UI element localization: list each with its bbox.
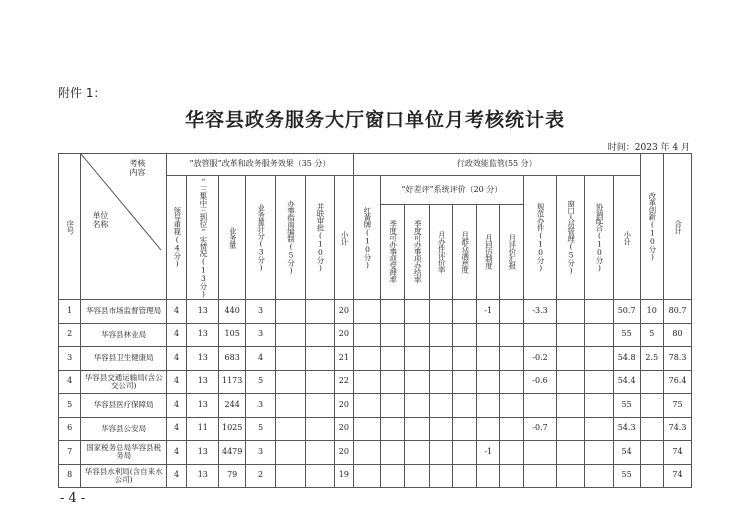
cell-sub1: 22	[334, 370, 353, 394]
cell-name: 华容县公安局	[81, 417, 167, 441]
header-reform-innovation: 改革创新(10分)	[640, 154, 664, 300]
cell-vscore: 4	[246, 347, 276, 371]
cell-qa	[380, 370, 405, 394]
cell-norm	[523, 441, 556, 465]
cell-qa	[380, 394, 405, 418]
cell-joint	[305, 394, 334, 418]
cell-total: 78.3	[664, 347, 692, 371]
cell-ms	[453, 441, 477, 465]
header-unit-name: 单位名称	[92, 211, 109, 229]
cell-redblack	[354, 464, 381, 488]
cell-coord	[584, 300, 613, 324]
cell-name: 华容县水利局(含自来水公司)	[81, 464, 167, 488]
cell-me	[429, 370, 453, 394]
cell-vscore: 2	[246, 464, 276, 488]
cell-joint	[305, 300, 334, 324]
cell-mv	[476, 464, 500, 488]
header-month-revisit: 月回访制度	[476, 204, 500, 299]
cell-name: 华容县交通运输局(含公交公司)	[81, 370, 167, 394]
header-month-satisfaction: 月群众满意度	[453, 204, 477, 299]
cell-window	[557, 441, 585, 465]
cell-seq: 1	[59, 300, 81, 324]
cell-mr	[500, 300, 524, 324]
cell-vscore: 3	[246, 300, 276, 324]
cell-joint	[305, 323, 334, 347]
cell-joint	[305, 464, 334, 488]
cell-window	[557, 464, 585, 488]
cell-me	[429, 323, 453, 347]
cell-seq: 8	[59, 464, 81, 488]
cell-reform	[640, 370, 664, 394]
cell-qa	[380, 441, 405, 465]
cell-window	[557, 323, 585, 347]
header-quarter-acceptance: 季度可办事项受理率	[380, 204, 405, 299]
cell-norm	[523, 323, 556, 347]
table-row	[59, 464, 692, 488]
cell-seq: 3	[59, 347, 81, 371]
header-assess-content: 考核内容	[129, 159, 146, 177]
cell-norm	[523, 394, 556, 418]
cell-redblack	[354, 441, 381, 465]
cell-reform	[640, 441, 664, 465]
header-group-reform: “放管服”改革和政务服务效果（35 分）	[166, 154, 353, 176]
cell-sub2: 54.8	[613, 347, 640, 371]
cell-lead: 4	[166, 464, 186, 488]
header-volume: 业务量	[219, 176, 246, 300]
cell-sub2: 54	[613, 441, 640, 465]
cell-mr	[500, 323, 524, 347]
cell-mr	[500, 370, 524, 394]
page-number: - 4 -	[60, 491, 86, 506]
cell-vscore: 5	[246, 370, 276, 394]
cell-qc	[405, 347, 430, 371]
cell-coord	[584, 370, 613, 394]
cell-qc	[405, 441, 430, 465]
cell-sub1: 20	[334, 417, 353, 441]
cell-vscore: 3	[246, 394, 276, 418]
header-three-concentrations: “三集中三到位”实情况(13分)	[187, 176, 219, 300]
header-leadership: 领导重视(4分)	[166, 176, 186, 300]
cell-mv: -1	[476, 300, 500, 324]
cell-mv	[476, 417, 500, 441]
cell-sub2: 55	[613, 323, 640, 347]
cell-qc	[405, 394, 430, 418]
cell-three: 13	[187, 394, 219, 418]
cell-coord	[584, 347, 613, 371]
cell-ms	[453, 394, 477, 418]
header-subtotal-1: 小计	[334, 176, 353, 300]
cell-mv	[476, 323, 500, 347]
cell-total: 74	[664, 441, 692, 465]
cell-redblack	[354, 370, 381, 394]
cell-guide	[275, 417, 305, 441]
cell-ms	[453, 347, 477, 371]
cell-coord	[584, 394, 613, 418]
cell-sub1: 19	[334, 464, 353, 488]
cell-total: 74	[664, 464, 692, 488]
cell-sub2: 54.4	[613, 370, 640, 394]
cell-me	[429, 300, 453, 324]
cell-qa	[380, 464, 405, 488]
cell-total: 75	[664, 394, 692, 418]
header-seq: 序号	[59, 154, 81, 300]
cell-window	[557, 300, 585, 324]
cell-norm	[523, 464, 556, 488]
cell-seq: 6	[59, 417, 81, 441]
cell-mr	[500, 417, 524, 441]
header-window-staff: 窗口人员管理(5分)	[557, 176, 585, 300]
cell-vscore: 3	[246, 441, 276, 465]
cell-name: 国家税务总局华容县税务局	[81, 441, 167, 465]
report-date: 时间：2023 年 4 月	[607, 143, 690, 153]
cell-reform: 10	[640, 300, 664, 324]
cell-redblack	[354, 347, 381, 371]
cell-lead: 4	[166, 300, 186, 324]
cell-redblack	[354, 300, 381, 324]
table-row	[59, 347, 692, 371]
cell-mr	[500, 441, 524, 465]
cell-volume: 683	[219, 347, 246, 371]
cell-norm: -0.7	[523, 417, 556, 441]
cell-qc	[405, 370, 430, 394]
cell-ms	[453, 300, 477, 324]
cell-guide	[275, 300, 305, 324]
cell-reform: 5	[640, 323, 664, 347]
cell-window	[557, 394, 585, 418]
header-group-efficiency: 行政效能监管(55 分）	[354, 154, 641, 176]
cell-sub2: 50.7	[613, 300, 640, 324]
cell-total: 80	[664, 323, 692, 347]
cell-sub2: 55	[613, 464, 640, 488]
cell-sub1: 20	[334, 441, 353, 465]
cell-total: 74.3	[664, 417, 692, 441]
cell-three: 13	[187, 441, 219, 465]
header-subtotal-2: 小计	[613, 176, 640, 300]
cell-guide	[275, 347, 305, 371]
table-row	[59, 417, 692, 441]
cell-joint	[305, 417, 334, 441]
cell-window	[557, 417, 585, 441]
page-title: 华容县政务服务大厅窗口单位月考核统计表	[184, 109, 565, 131]
cell-qc	[405, 417, 430, 441]
cell-seq: 4	[59, 370, 81, 394]
cell-guide	[275, 394, 305, 418]
cell-sub2: 55	[613, 394, 640, 418]
cell-qc	[405, 323, 430, 347]
header-joint-approval: 并联审批(10分)	[305, 176, 334, 300]
header-month-summary: 月评价汇报	[500, 204, 524, 299]
table-row	[59, 300, 692, 324]
cell-me	[429, 347, 453, 371]
cell-name: 华容县林业局	[81, 323, 167, 347]
cell-sub2: 54.3	[613, 417, 640, 441]
cell-coord	[584, 323, 613, 347]
cell-lead: 4	[166, 370, 186, 394]
cell-joint	[305, 441, 334, 465]
cell-three: 13	[187, 300, 219, 324]
cell-guide	[275, 323, 305, 347]
cell-lead: 4	[166, 441, 186, 465]
cell-volume: 1173	[219, 370, 246, 394]
cell-coord	[584, 441, 613, 465]
cell-joint	[305, 347, 334, 371]
header-service-guide: 办事指南编制(5分)	[275, 176, 305, 300]
cell-lead: 4	[166, 394, 186, 418]
cell-redblack	[354, 323, 381, 347]
cell-me	[429, 394, 453, 418]
diagonal-line	[81, 154, 161, 250]
cell-vscore: 3	[246, 323, 276, 347]
cell-volume: 79	[219, 464, 246, 488]
cell-norm: -3.3	[523, 300, 556, 324]
cell-window	[557, 347, 585, 371]
cell-volume: 440	[219, 300, 246, 324]
cell-name: 华容县医疗保障局	[81, 394, 167, 418]
cell-qa	[380, 417, 405, 441]
cell-ms	[453, 370, 477, 394]
header-standard-handling: 规范办件(10分)	[523, 176, 556, 300]
cell-guide	[275, 441, 305, 465]
cell-three: 13	[187, 323, 219, 347]
cell-three: 13	[187, 370, 219, 394]
cell-sub1: 20	[334, 394, 353, 418]
cell-reform	[640, 394, 664, 418]
cell-coord	[584, 417, 613, 441]
assessment-table	[58, 153, 692, 488]
cell-total: 80.7	[664, 300, 692, 324]
cell-seq: 7	[59, 441, 81, 465]
table-row	[59, 323, 692, 347]
cell-window	[557, 370, 585, 394]
cell-three: 13	[187, 464, 219, 488]
cell-three: 11	[187, 417, 219, 441]
cell-qc	[405, 464, 430, 488]
cell-reform	[640, 464, 664, 488]
cell-mr	[500, 464, 524, 488]
cell-joint	[305, 370, 334, 394]
cell-reform	[640, 417, 664, 441]
header-coordination: 协调配合(10分)	[584, 176, 613, 300]
header-diagonal	[81, 154, 167, 300]
cell-ms	[453, 323, 477, 347]
cell-me	[429, 441, 453, 465]
cell-volume: 105	[219, 323, 246, 347]
cell-name: 华容县卫生健康局	[81, 347, 167, 371]
attachment-label: 附件 1：	[58, 86, 106, 100]
cell-qa	[380, 347, 405, 371]
cell-norm: -0.2	[523, 347, 556, 371]
cell-mr	[500, 347, 524, 371]
cell-total: 76.4	[664, 370, 692, 394]
table-row	[59, 370, 692, 394]
cell-lead: 4	[166, 347, 186, 371]
cell-reform: 2.5	[640, 347, 664, 371]
cell-coord	[584, 464, 613, 488]
cell-lead: 4	[166, 417, 186, 441]
cell-sub1: 21	[334, 347, 353, 371]
header-month-evaluation: 月办件评价率	[429, 204, 453, 299]
cell-me	[429, 464, 453, 488]
cell-qa	[380, 323, 405, 347]
cell-norm: -0.6	[523, 370, 556, 394]
cell-three: 13	[187, 347, 219, 371]
cell-qa	[380, 300, 405, 324]
cell-mv: -1	[476, 441, 500, 465]
cell-sub1: 20	[334, 300, 353, 324]
cell-ms	[453, 464, 477, 488]
table-row	[59, 394, 692, 418]
cell-vscore: 5	[246, 417, 276, 441]
cell-me	[429, 417, 453, 441]
cell-qc	[405, 300, 430, 324]
header-good-bad-review: “好差评”系统评价（20 分）	[380, 176, 523, 205]
cell-redblack	[354, 417, 381, 441]
cell-lead: 4	[166, 323, 186, 347]
cell-mv	[476, 347, 500, 371]
header-quarter-completion: 季度可办事项办结率	[405, 204, 430, 299]
cell-volume: 244	[219, 394, 246, 418]
cell-redblack	[354, 394, 381, 418]
cell-mv	[476, 370, 500, 394]
cell-volume: 1025	[219, 417, 246, 441]
cell-volume: 4479	[219, 441, 246, 465]
cell-seq: 2	[59, 323, 81, 347]
cell-mv	[476, 394, 500, 418]
cell-name: 华容县市场监督管理局	[81, 300, 167, 324]
cell-ms	[453, 417, 477, 441]
header-volume-score: 业务量计分(3分)	[246, 176, 276, 300]
cell-seq: 5	[59, 394, 81, 418]
cell-guide	[275, 464, 305, 488]
cell-guide	[275, 370, 305, 394]
table-row	[59, 441, 692, 465]
cell-sub1: 20	[334, 323, 353, 347]
cell-mr	[500, 394, 524, 418]
header-red-yellow-card: 红黄牌(10分)	[354, 176, 381, 300]
header-total: 合计	[664, 154, 692, 300]
